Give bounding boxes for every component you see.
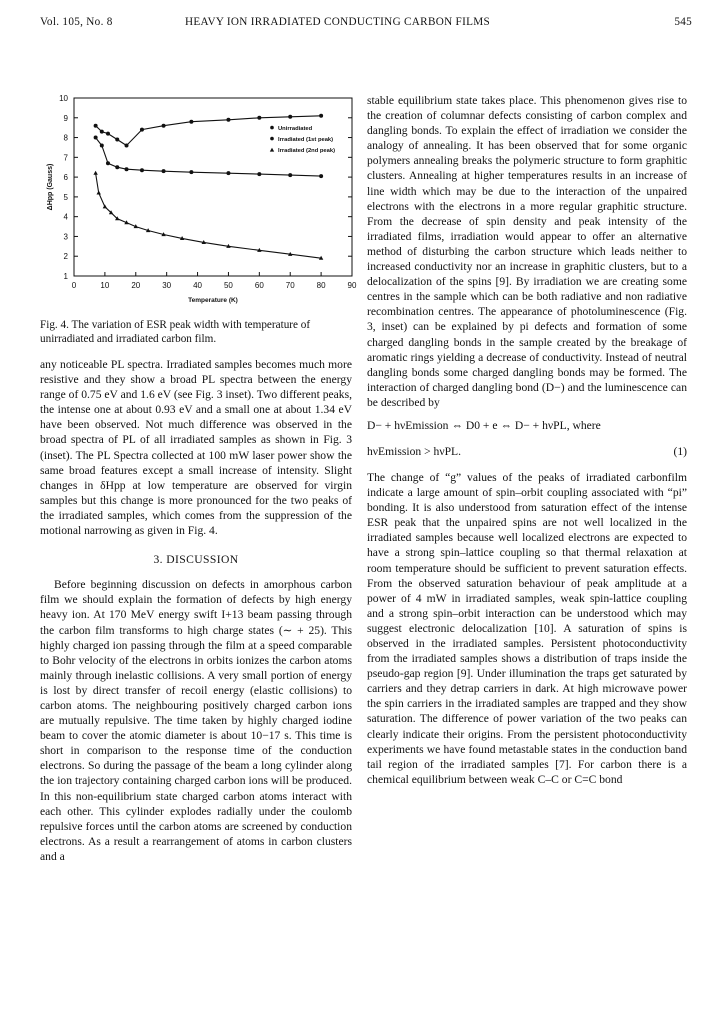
chart-svg xyxy=(40,90,360,310)
plot-frame xyxy=(74,98,352,276)
series-2-point xyxy=(100,143,104,147)
series-2-point xyxy=(140,168,144,172)
x-tick-label: 10 xyxy=(100,281,110,290)
series-2-point xyxy=(125,167,129,171)
series-line-2 xyxy=(96,138,322,177)
series-3-point xyxy=(97,191,101,195)
section-heading: 3. DISCUSSION xyxy=(153,553,239,567)
legend-marker xyxy=(270,148,274,152)
right-column xyxy=(367,93,687,787)
series-2-point xyxy=(94,136,98,140)
right-paragraph-2: The change of “g” values of the peaks of irradiated carbonfilm indicate a large amount of spin–orbit coupling associated with “pi” bonding. It is also understood from saturation effect of the intense ESR peak that the unpaired spins are not well localized in the irradiated samples because well localized electrons are expected to have a strong spin–lattice coupling so that thermal relaxation at room temperature should be sufficient to prevent saturation effects. From the observed saturation behaviour of peak amplitude at a power of 4 mW in irradiated samples, weak spin-lattice coupling and a strong spin–orbit interaction can be understood which may suggest electronic delocalization [10]. A saturation of spins is observed in the irradiated samples. Persistent photoconductivity from the irradiated samples shows a distribution of traps inside the pseudo-gap region [9]. Under illumination the traps get saturated by carriers and they detrap carriers in dark. At high microwave power the spin carriers in the irradiated samples are trapped and they show saturation. The difference of power variation of the two peaks can clearly indicate their origins. From the persistent photoconductivity experiments we have found metastable states in the conduction band tail region of the irradiated samples [7]. For carbon there is a chemical equilibrium between weak C–C or C=C bond xyxy=(367,470,687,786)
series-2-point xyxy=(288,173,292,177)
running-title: HEAVY ION IRRADIATED CONDUCTING CARBON FILMS xyxy=(185,16,491,28)
y-tick-label: 9 xyxy=(63,113,68,123)
right-paragraph-1: stable equilibrium state takes place. This phenomenon gives rise to the creation of columnar defects consisting of carbon complex and dangling bonds. To explain the effect of irradiation we consider the analogy of annealing. It has been observed that for some organic polymers annealing breaks the polymeric structure to form graphitic clusters. Annealing at higher temperatures results in an increase of line width which may be due to the interaction of the unpaired electrons with the electrons in a more regular graphitic structure. From the decrease of spin density and peak intensity of the irradiated films, irradiation would appear to offer an alternative method of disturbing the carbon structure which leads neither to increased conductivity nor an increase in graphitic clusters, but to a delocalization of the spins [9]. By irradiation we are creating some centres in the sample which can be both radiative and non radiative recombination centres. The appearance of photoluminescence (Fig. 3, inset) can be explained by pi defects and formation of some charged dangling bonds in the sample created by the breakage of aromatic rings yielding a decrease of conductivity. Instead of neutral dangling bonds some charged dangling bonds may be formed. The interaction of charged dangling bond (D−) and the luminescence can be described by xyxy=(367,94,687,409)
series-2-point xyxy=(115,165,119,169)
series-1-point xyxy=(100,130,104,134)
y-tick-label: 2 xyxy=(63,252,68,262)
series-1-point xyxy=(140,128,144,132)
series-1-point xyxy=(288,115,292,119)
y-tick-label: 8 xyxy=(63,133,68,143)
y-tick-label: 7 xyxy=(63,153,68,163)
series-2-point xyxy=(162,169,166,173)
series-1-point xyxy=(226,118,230,122)
series-2-point xyxy=(226,171,230,175)
series-3-point xyxy=(103,204,107,208)
equation-2 xyxy=(367,444,687,462)
series-1-point xyxy=(257,116,261,120)
series-1-point xyxy=(106,132,110,136)
y-tick-label: 5 xyxy=(63,192,68,202)
left-column xyxy=(40,357,352,864)
figure-caption: Fig. 4. The variation of ESR peak width with temperature of unirradiated and irradiated carbon film. xyxy=(40,319,311,345)
running-header xyxy=(40,16,692,36)
y-tick-label: 3 xyxy=(63,232,68,242)
y-tick-label: 6 xyxy=(63,173,68,183)
page-number: 545 xyxy=(674,16,692,28)
equation-line-2: hνEmission > hνPL. xyxy=(367,444,462,458)
legend-label: Irradiated (2nd peak) xyxy=(278,148,336,154)
series-2-point xyxy=(319,174,323,178)
series-line-3 xyxy=(96,173,322,258)
left-paragraph-2: Before beginning discussion on defects in amorphous carbon film we should explain the formation of defects by high energy heavy ion. At 170 MeV energy swift I+13 beam passing through the carbon film transforms to high charge states (∼ + 25). This highly charged ion passing through the film at a speed comparable to Bohr velocity of the electrons in orbits ionizes the carbon atoms mainly through inelastic collisions. A very small portion of energy is lost by direct transfer of recoil energy (elastic collisions) to carbon atoms. The neighbouring positively charged carbon ions are mutually repulsive. The time taken by highly charged iodine beam to cover the atomic diameter is about 10−17 s. This time is short in comparison to the response time of the conduction electrons. So during the passage of the beam a long cylinder along the ion trajectory containing charged carbon ions will be produced. In this non-equilibrium state charged carbon atoms interact with each other. This cylinder explodes radially under the coulomb repulsive forces until the carbon atoms are screened by conduction electrons. As a result a rearrangement of atoms in carbon clusters and a xyxy=(40,578,352,863)
x-tick-label: 50 xyxy=(223,281,233,290)
series-2-point xyxy=(257,172,261,176)
series-2-point xyxy=(106,161,110,165)
x-tick-label: 20 xyxy=(131,281,141,290)
x-tick-label: 40 xyxy=(193,281,203,290)
legend-marker xyxy=(270,137,274,141)
equation-number: (1) xyxy=(673,444,687,458)
x-tick-label: 80 xyxy=(316,281,326,290)
series-1-point xyxy=(125,143,129,147)
x-tick-label: 60 xyxy=(254,281,264,290)
series-1-point xyxy=(115,138,119,142)
volume-label: Vol. 105, No. 8 xyxy=(40,16,113,28)
equation-1 xyxy=(367,418,687,436)
equation-line-1: D− + hνEmission ⇔ D0 + e ⇔ D− + hνPL, where xyxy=(367,418,601,432)
series-3-point xyxy=(93,171,97,175)
x-axis-label: Temperature (K) xyxy=(188,297,238,304)
left-paragraph-1: any noticeable PL spectra. Irradiated samples becomes much more resistive and they show a broad PL spectra between the energy range of 0.75 eV and 1.6 eV (see Fig. 3 inset). Two different peaks, the intense one at about 0.93 eV and a small one at about 1.34 eV have been observed. Not much difference was observed in the broad spectra of PL of all irradiated samples as shown in Fig. 3 (inset). The PL Spectra collected at 100 mW laser power show the same broad features except a small increase of intensity. Slight changes in δHpp at low temperature are observed for virgin samples but this change is more pronounced for the two peaks of the irradiated samples, which comes from the suppression of the motional narrowing as given in Fig. 4. xyxy=(40,358,352,538)
series-1-point xyxy=(94,124,98,128)
x-tick-label: 30 xyxy=(162,281,172,290)
series-1-point xyxy=(162,124,166,128)
legend-marker xyxy=(270,126,274,130)
y-tick-label: 1 xyxy=(63,272,68,281)
legend-label: Unirradiated xyxy=(278,126,313,132)
series-1-point xyxy=(189,120,193,124)
esr-width-chart xyxy=(40,90,360,310)
y-tick-label: 4 xyxy=(63,212,68,222)
legend-label: Irradiated (1st peak) xyxy=(278,137,334,143)
x-tick-label: 90 xyxy=(347,281,357,290)
x-tick-label: 70 xyxy=(285,281,295,290)
series-2-point xyxy=(189,170,193,174)
x-tick-label: 0 xyxy=(71,281,77,290)
series-1-point xyxy=(319,114,323,118)
y-axis-label: ΔHpp (Gauss) xyxy=(47,163,54,211)
y-tick-label: 10 xyxy=(59,94,68,103)
